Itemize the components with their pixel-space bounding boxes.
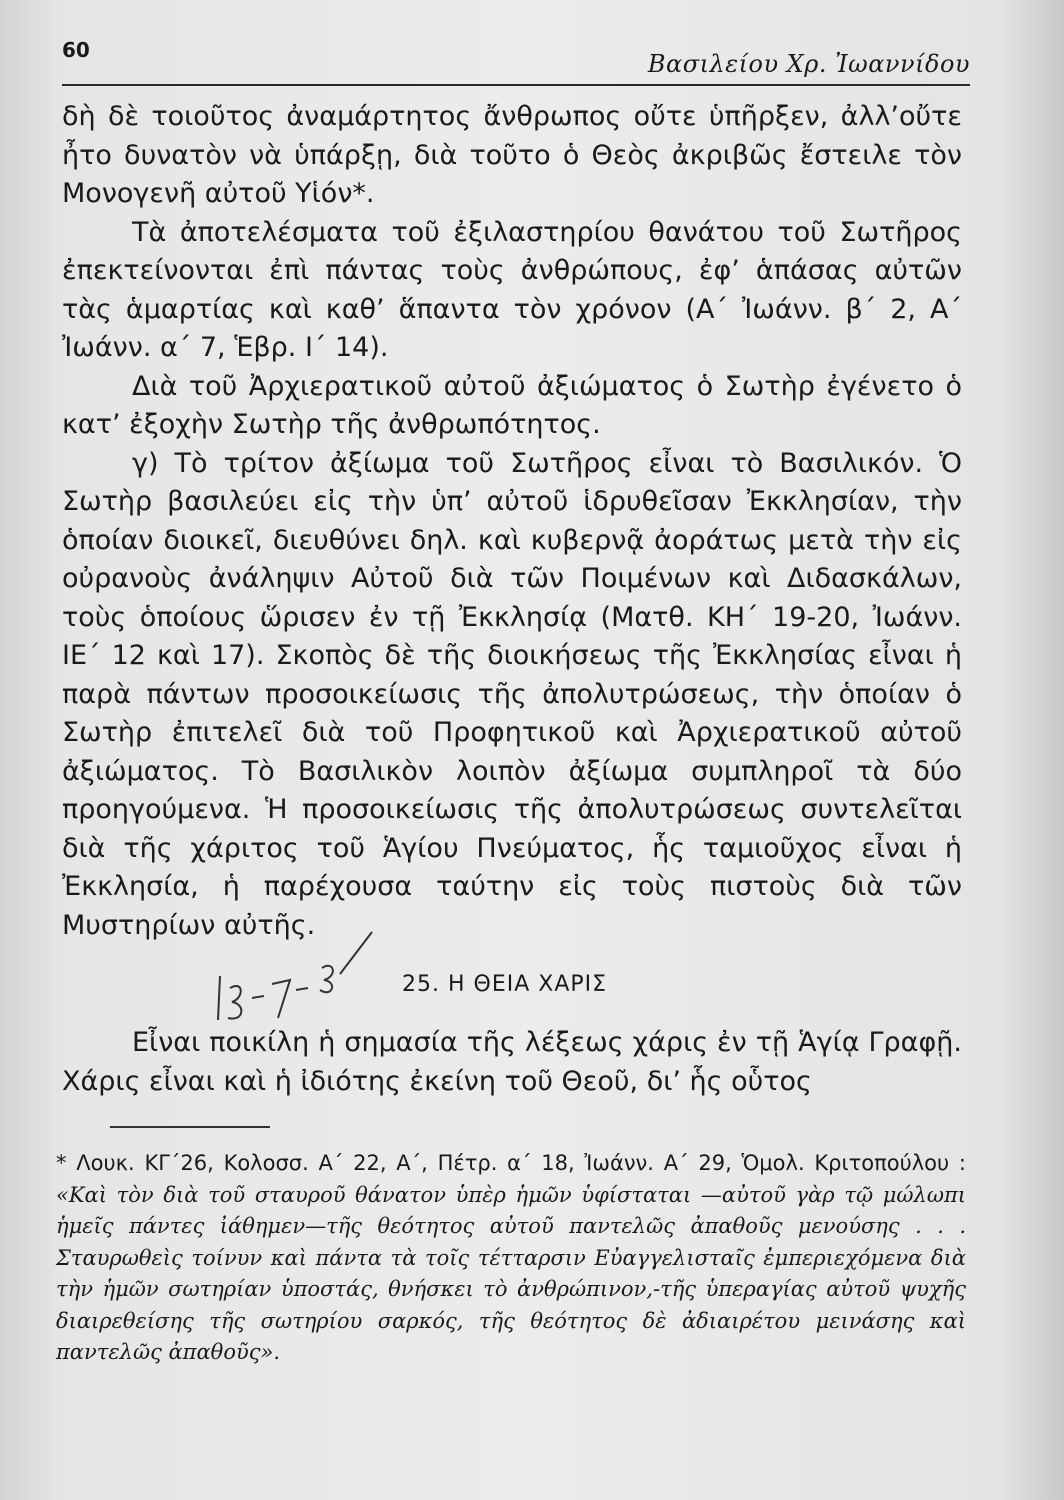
footnote-divider [110,1126,270,1128]
paragraph: δὴ δὲ τοιοῦτος ἀναμάρτητος ἄνθρωπος οὔτε ὑπῆρξεν, ἀλλ’οὔτε ἦτο δυνατὸν νὰ ὑπάρξῃ, διὰ τοῦτο ὁ Θεὸς ἀκριβῶς ἔστειλε τὸν Μονογενῆ αὐτοῦ Υἱόν*. [62,101,962,209]
page-header [62,38,970,86]
footnote [56,1148,966,1369]
page-number: 60 [62,38,90,62]
footnote-references: * Λουκ. ΚΓ΄26, Κολοσσ. Α΄ 22, Α΄, Πέτρ. α΄ 18, Ἰωάνν. Α΄ 29, Ὁμολ. Κριτοπούλου : [56,1151,966,1175]
paragraph: Διὰ τοῦ Ἀρχιερατικοῦ αὐτοῦ ἀξιώματος ὁ Σωτὴρ ἐγένετο ὁ κατ’ ἐξοχὴν Σωτὴρ τῆς ἀνθρωπότητος. [62,370,962,440]
running-head: Βασιλείου Χρ. Ἰωαννίδου [647,50,970,78]
handwritten-date-note [200,928,390,1028]
main-text [62,98,962,945]
section-heading: 25. Η ΘΕΙΑ ΧΑΡΙΣ [402,972,608,997]
footnote-quote: «Καὶ τὸν διὰ τοῦ σταυροῦ θάνατον ὑπὲρ ἡμῶν ὑφίσταται —αὐτοῦ γὰρ τῷ μώλωπι ἡμεῖς πάντες ἰάθημεν—τῆς θεότητος αὐτοῦ παντελῶς ἀπαθοῦς μενούσης . . . Σταυρωθεὶς τοίνυν καὶ πάντα τὰ τοῖς τέτταρσιν Εὐαγγελισταῖς ἐμπεριεχόμενα διὰ τὴν ἡμῶν σωτηρίαν ὑποστάς, θνήσκει τὸ ἀνθρώπινον,-τῆς ὑπεραγίας αὐτοῦ ψυχῆς διαιρεθείσης τῆς σωτηρίου σαρκός, τῆς θεότητος δὲ ἀδιαιρέτου μεινάσης καὶ παντελῶς ἀπαθοῦς». [56,1182,966,1364]
paragraph: Τὰ ἀποτελέσματα τοῦ ἐξιλαστηρίου θανάτου τοῦ Σωτῆρος ἐπεκτείνονται ἐπὶ πάντας τοὺς ἀνθρώπους, ἐφ’ ἁπάσας αὐτῶν τὰς ἁμαρτίας καὶ καθ’ ἅπαντα τὸν χρόνον (Α΄ Ἰωάνν. β΄ 2, Α΄ Ἰωάνν. α΄ 7, Ἑβρ. Ι΄ 14). [62,216,962,363]
paragraph: Εἶναι ποικίλη ἡ σημασία τῆς λέξεως χάρις ἐν τῇ Ἁγίᾳ Γραφῇ. Χάρις εἶναι καὶ ἡ ἰδιότης ἐκείνη τοῦ Θεοῦ, δι’ ἧς οὗτος [62,1027,962,1097]
paragraph: γ) Τὸ τρίτον ἀξίωμα τοῦ Σωτῆρος εἶναι τὸ Βασιλικόν. Ὁ Σωτὴρ βασιλεύει εἰς τὴν ὑπ’ αὐτοῦ ἱδρυθεῖσαν Ἐκκλησίαν, τὴν ὁποίαν διοικεῖ, διευθύνει δηλ. καὶ κυβερνᾷ ἀοράτως μετὰ τὴν εἰς οὐρανοὺς ἀνάληψιν Αὐτοῦ διὰ τῶν Ποιμένων καὶ Διδασκάλων, τοὺς ὁποίους ὥρισεν ἐν τῇ Ἐκκλησίᾳ (Ματθ. ΚΗ΄ 19-20, Ἰωάνν. ΙΕ΄ 12 καὶ 17). Σκοπὸς δὲ τῆς διοικήσεως τῆς Ἐκκλησίας εἶναι ἡ παρὰ πάντων προσοικείωσις τῆς ἀπολυτρώσεως, τὴν ὁποίαν ὁ Σωτὴρ ἐπιτελεῖ διὰ τοῦ Προφητικοῦ καὶ Ἀρχιερατικοῦ αὐτοῦ ἀξιώματος. Τὸ Βασιλικὸν λοιπὸν ἀξίωμα συμπληροῖ τὰ δύο προηγούμενα. Ἡ προσοικείωσις τῆς ἀπολυτρώσεως συντελεῖται διὰ τῆς χάριτος τοῦ Ἁγίου Πνεύματος, ἧς ταμιοῦχος εἶναι ἡ Ἐκκλησία, ἡ παρέχουσα ταύτην εἰς τοὺς πιστοὺς διὰ τῶν Μυστηρίων αὐτῆς. [62,447,962,941]
section-text [62,1024,962,1101]
